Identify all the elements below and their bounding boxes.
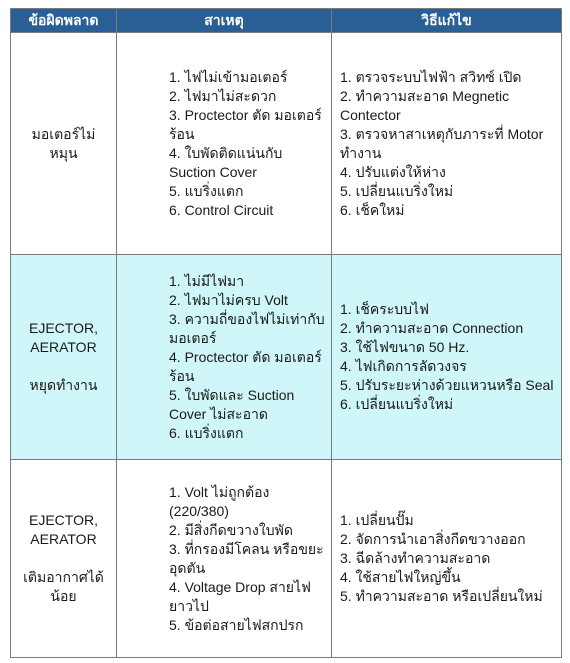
- solution-cell: [332, 460, 562, 658]
- troubleshooting-table-container: [10, 8, 561, 658]
- cause-item: 5. แบริ่งแตก: [169, 182, 244, 199]
- cause-item: 3. ความถี่ของไฟไม่เท่ากับมอเตอร์: [169, 310, 325, 346]
- cause-list: [169, 272, 325, 443]
- solution-list: [340, 300, 557, 414]
- solution-item: 4. ไฟเกิดการลัดวงจร: [340, 358, 467, 374]
- solution-item: 1. เปลี่ยนปั๊ม: [340, 512, 414, 528]
- cause-cell: [117, 255, 332, 460]
- cause-item: 6. Control Circuit: [169, 201, 274, 218]
- cause-item: 3. ที่กรองมีโคลน หรือขยะอุดตัน: [169, 540, 324, 576]
- header-cause: สาเหตุ: [117, 9, 332, 33]
- solution-item: 5. ปรับระยะห่างด้วยแหวนหรือ Seal: [340, 377, 554, 393]
- fault-sublabel: เติมอากาศได้น้อย: [23, 569, 104, 604]
- solution-item: 2. จัดการนำเอาสิ่งกีดขวางออก: [340, 531, 526, 547]
- troubleshooting-table: [10, 8, 562, 658]
- solution-item: 2. ทำความสะอาด Connection: [340, 320, 524, 336]
- solution-item: 6. เช็คใหม่: [340, 201, 405, 218]
- fault-label: AERATOR: [30, 531, 97, 547]
- cause-item: 5. ใบพัดและ Suction Cover ไม่สะอาด: [169, 386, 295, 422]
- fault-label: AERATOR: [30, 339, 97, 355]
- fault-cell: [11, 460, 117, 658]
- cause-list: [169, 68, 325, 220]
- cause-item: 1. Volt ไม่ถูกต้อง (220/380): [169, 483, 270, 519]
- cause-item: 2. ไฟมาไม่ครบ Volt: [169, 291, 288, 308]
- solution-item: 3. ฉีดล้างทำความสะอาด: [340, 550, 491, 566]
- cause-cell: [117, 33, 332, 255]
- cause-item: 5. ข้อต่อสายไฟสกปรก: [169, 616, 304, 633]
- cause-item: 6. แบริ่งแตก: [169, 424, 244, 441]
- header-fault: ข้อผิดพลาด: [11, 9, 117, 33]
- solution-item: 4. ปรับแต่งให้ห่าง: [340, 163, 446, 180]
- solution-cell: [332, 33, 562, 255]
- cause-list: [169, 483, 325, 635]
- fault-cell: [11, 255, 117, 460]
- fault-sublabel: หยุดทำงาน: [29, 377, 98, 393]
- solution-list: [340, 68, 557, 220]
- table-row: [11, 255, 562, 460]
- cause-item: 4. Proctector ตัด มอเตอร์ร้อน: [169, 348, 322, 384]
- solution-item: 4. ใช้สายไฟใหญ่ขึ้น: [340, 569, 461, 585]
- solution-cell: [332, 255, 562, 460]
- solution-item: 5. เปลี่ยนแบริ่งใหม่: [340, 182, 454, 199]
- fault-label: หมุน: [49, 144, 78, 161]
- solution-item: 6. เปลี่ยนแบริ่งใหม่: [340, 396, 454, 412]
- cause-cell: [117, 460, 332, 658]
- solution-item: 5. ทำความสะอาด หรือเปลี่ยนใหม่: [340, 588, 543, 604]
- table-row: [11, 33, 562, 255]
- cause-item: 4. Voltage Drop สายไฟยาวไป: [169, 578, 311, 614]
- cause-item: 2. มีสิ่งกีดขวางใบพัด: [169, 521, 293, 538]
- solution-item: 3. ตรวจหาสาเหตุกับภาระที่ Motor ทำงาน: [340, 125, 544, 161]
- cause-item: 3. Proctector ตัด มอเตอร์ร้อน: [169, 106, 322, 142]
- fault-label: EJECTOR,: [29, 512, 98, 528]
- cause-item: 4. ใบพัดติดแน่นกับ Suction Cover: [169, 144, 283, 180]
- header-row: [11, 9, 562, 33]
- fault-cell: [11, 33, 117, 255]
- cause-item: 1. ไฟไม่เข้ามอเตอร์: [169, 68, 288, 85]
- solution-item: 3. ใช้ไฟขนาด 50 Hz.: [340, 339, 470, 355]
- table-row: [11, 460, 562, 658]
- solution-item: 1. เช็คระบบไฟ: [340, 301, 429, 317]
- solution-list: [340, 511, 557, 606]
- cause-item: 1. ไม่มีไฟมา: [169, 272, 245, 289]
- solution-item: 1. ตรวจระบบไฟฟ้า สวิทซ์ เปิด: [340, 68, 522, 85]
- fault-label: EJECTOR,: [29, 320, 98, 336]
- solution-item: 2. ทำความสะอาด Megnetic Contector: [340, 87, 510, 123]
- header-solution: วิธีแก้ไข: [332, 9, 562, 33]
- fault-label: มอเตอร์ไม่: [31, 125, 96, 142]
- cause-item: 2. ไฟมาไม่สะดวก: [169, 87, 277, 104]
